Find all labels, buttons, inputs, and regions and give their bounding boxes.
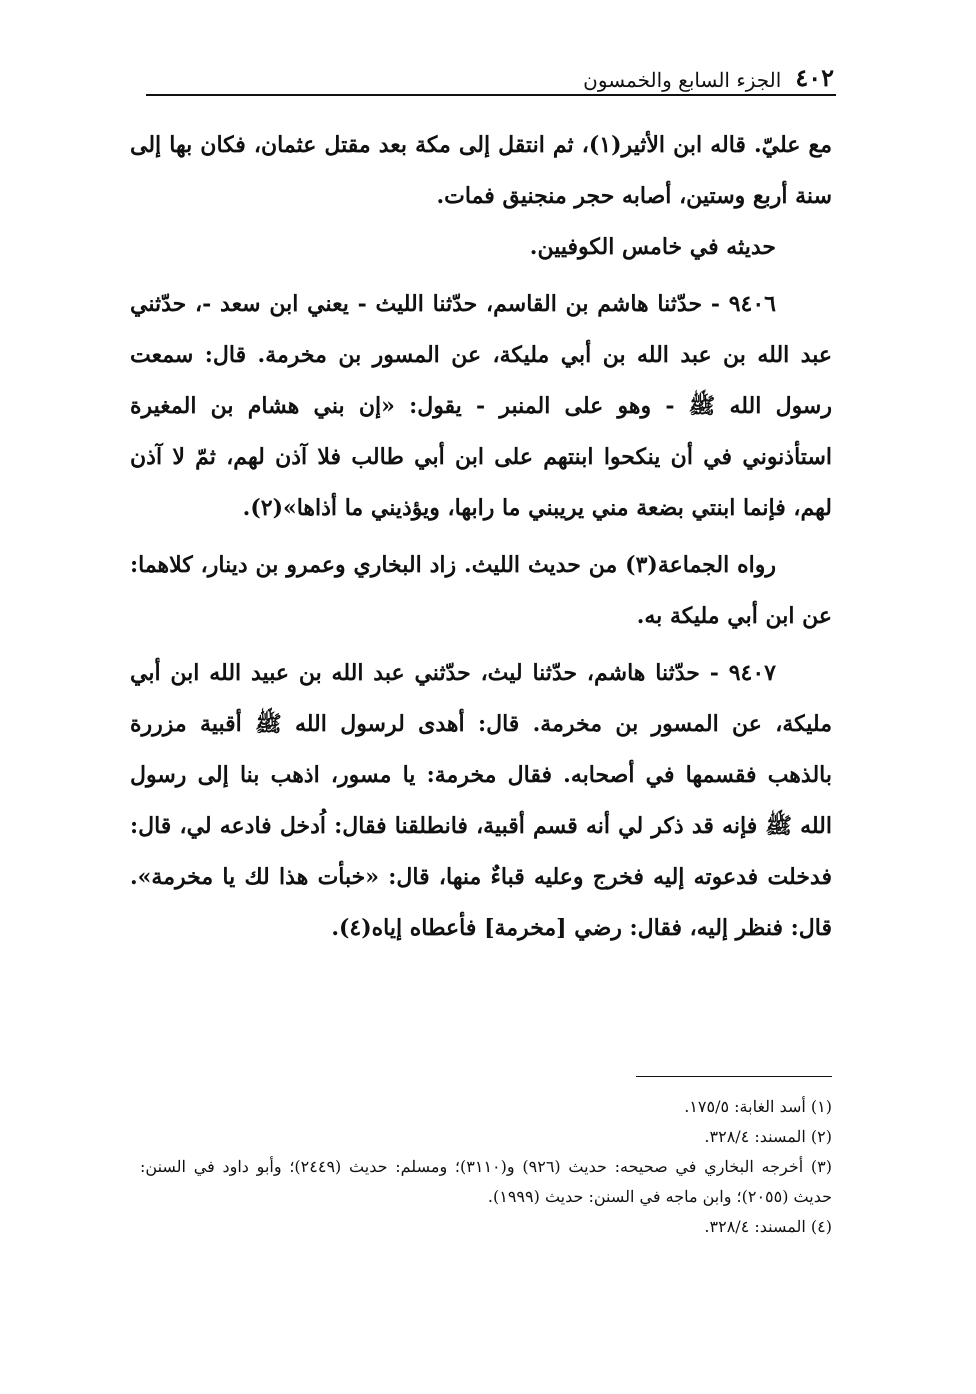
hadith-9407: ٩٤٠٧ - حدّثنا هاشم، حدّثنا ليث، حدّثني عبد الله بن عبيد الله ابن أبي مليكة، عن المسور بن مخرمة. قال: أهدى لرسول الله ﷺ أقبية مزررة بالذهب فقسمها في أصحابه. فقال مخرمة: يا مسور، اذهب بنا إلى رسول الله ﷺ فإنه قد ذكر لي أنه قسم أقبية، فانطلقنا فقال: اُدخل فادعه لي، قال: فدخلت فدعوته إليه فخرج وعليه قباءٌ منها، قال: «خبأت هذا لك يا مخرمة». قال: فنظر إليه، فقال: رضي [مخرمة] فأعطاه إياه(٤). xyxy=(130,660,832,941)
paragraph: مع عليّ. قاله ابن الأثير(١)، ثم انتقل إلى مكة بعد مقتل عثمان، فكان بها إلى سنة أربع وستين، أصابه حجر منجنيق فمات. xyxy=(130,132,832,209)
hadith-9406: ٩٤٠٦ - حدّثنا هاشم بن القاسم، حدّثنا الليث - يعني ابن سعد -، حدّثني عبد الله بن عبد الله بن أبي مليكة، عن المسور بن مخرمة. قال: سمعت رسول الله ﷺ - وهو على المنبر - يقول: «إن بني هشام بن المغيرة استأذنوني في أن ينكحوا ابنتهم على ابن أبي طالب فلا آذن لهم، ثمّ لا آذن لهم، فإنما ابنتي بضعة مني يريبني ما رابها، ويؤذيني ما أذاها»(٢). xyxy=(130,291,832,521)
paragraph: حديثه في خامس الكوفيين. xyxy=(529,234,776,260)
footnotes xyxy=(140,1092,832,1242)
footnote-rule xyxy=(636,1076,832,1077)
header-rule xyxy=(146,94,836,96)
footnote: (٤) المسند: ٣٢٨/٤. xyxy=(704,1217,832,1236)
running-header xyxy=(148,56,834,92)
footnote: (٢) المسند: ٣٢٨/٤. xyxy=(704,1127,832,1146)
footnote: (٣) أخرجه البخاري في صحيحه: حديث (٩٢٦) و(٣١١٠)؛ ومسلم: حديث (٢٤٤٩)؛ وأبو داود في السنن: حديث (٢٠٥٥)؛ وابن ماجه في السنن: حديث (١٩٩٩). xyxy=(140,1157,833,1206)
main-text xyxy=(130,120,832,954)
volume-title: الجزء السابع والخمسون xyxy=(583,68,782,92)
paragraph: رواه الجماعة(٣) من حديث الليث. زاد البخاري وعمرو بن دينار، كلاهما: عن ابن أبي مليكة به. xyxy=(130,552,832,629)
page-number: ٤٠٢ xyxy=(795,63,834,92)
footnote: (١) أسد الغابة: ١٧٥/٥. xyxy=(684,1097,832,1116)
